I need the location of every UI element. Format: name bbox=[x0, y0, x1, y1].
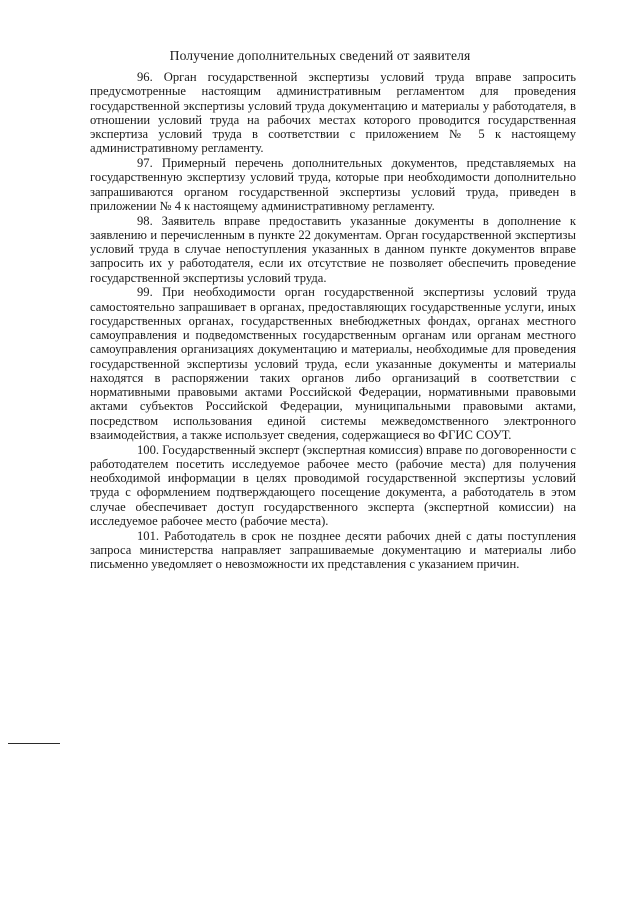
paragraph-99: 99. При необходимости орган государственной экспертизы условий труда самостоятельно запрашивает в органах, предоставляющих государственные услуги, иных государственных органах, государственных внебюджетных фондах, органах местного самоуправления и подведомственных государственным органам или органам местного самоуправления организациях документацию и материалы, необходимые для проведения государственной экспертизы условий труда, если указанные документы и материалы находятся в распоряжении таких органов либо организаций в соответствии с нормативными правовыми актами Российской Федерации, нормативными правовыми актами субъектов Российской Федерации, муниципальными правовыми актами, посредством использования единой системы межведомственного электронного взаимодействия, а также использует сведения, содержащиеся во ФГИС СОУТ. bbox=[90, 285, 576, 442]
document-body bbox=[90, 70, 576, 571]
paragraph-101: 101. Работодатель в срок не позднее десяти рабочих дней с даты поступления запроса министерства направляет запрашиваемые документацию и материалы либо письменно уведомляет о невозможности их представления с указанием причин. bbox=[90, 528, 576, 571]
section-title: Получение дополнительных сведений от заявителя bbox=[169, 48, 471, 63]
paragraph-100: 100. Государственный эксперт (экспертная комиссия) вправе по договоренности с работодателем посетить исследуемое рабочее место (рабочие места) для получения необходимой информации в целях проводимой государственной экспертизы условий труда с оформлением подтверждающего посещение документа, а работодатель в этом случае обеспечивает доступ государственного эксперта (экспертной комиссии) на исследуемое рабочее место (рабочие места). bbox=[90, 442, 576, 528]
paragraph-96: 96. Орган государственной экспертизы условий труда вправе запросить предусмотренные настоящим административным регламентом для проведения государственной экспертизы условий труда документацию и материалы у работодателя, в отношении условий труда на рабочих местах которого проводится государственная экспертиза условий труда в соответствии с приложением № 5 к настоящему административному регламенту. bbox=[90, 70, 576, 156]
margin-line bbox=[8, 743, 60, 744]
paragraph-97: 97. Примерный перечень дополнительных документов, представляемых на государственную экспертизу условий труда, которые при необходимости дополнительно запрашиваются органом государственной экспертизы условий труда, приведен в приложении № 4 к настоящему административному регламенту. bbox=[90, 156, 576, 213]
paragraph-98: 98. Заявитель вправе предоставить указанные документы в дополнение к заявлению и перечисленным в пункте 22 документам. Орган государственной экспертизы условий труда в случае непоступления указанных в данном пункте документов вправе запросить их у работодателя, если их отсутствие не позволяет обеспечить проведение государственной экспертизы условий труда. bbox=[90, 213, 576, 285]
